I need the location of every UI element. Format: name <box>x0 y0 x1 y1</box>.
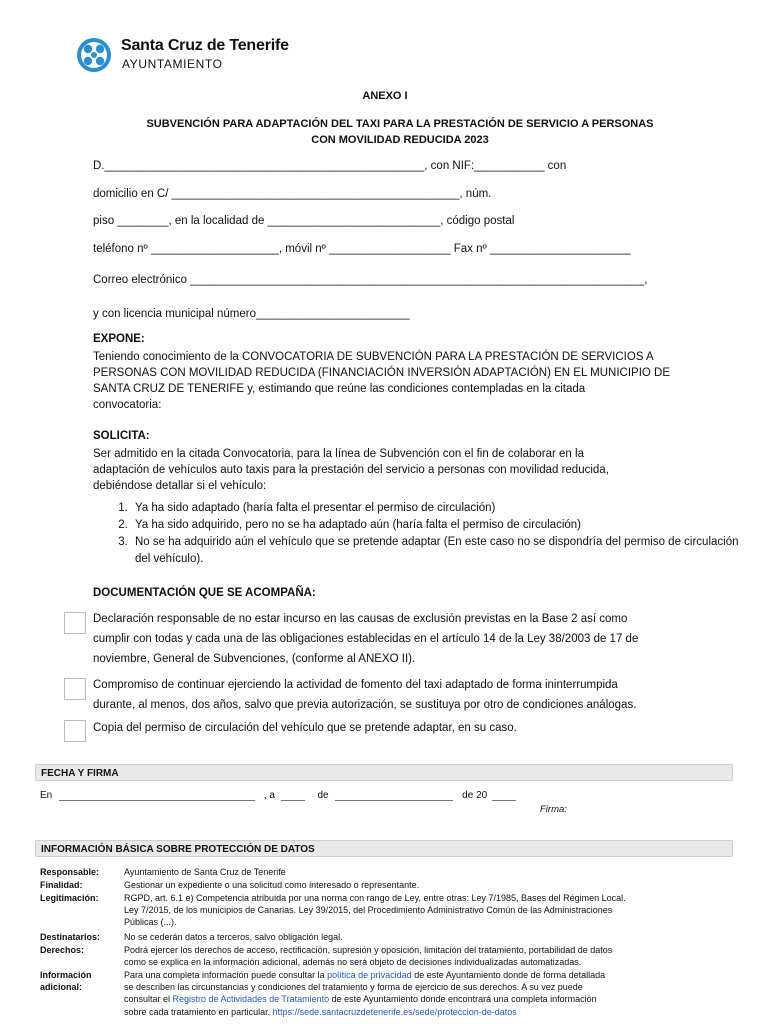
en-label: En <box>40 790 53 801</box>
destinatarios-label: Destinatarios: <box>40 932 101 942</box>
title-line-1: SUBVENCIÓN PARA ADAPTACIÓN DEL TAXI PARA LA PRESTACIÓN DE SERVICIO A PERSONAS <box>146 118 654 130</box>
info-text: de este Ayuntamiento donde de forma detallada <box>411 970 606 980</box>
expone-heading: EXPONE: <box>93 333 145 345</box>
info-label-line: adicional: <box>40 982 83 992</box>
legitimacion-line: Ley 7/2015, de los municipios de Canarias. Ley 39/2015, del Procedimiento Administrativo Común de las Administraciones <box>124 905 613 916</box>
date-place-row <box>40 789 516 801</box>
proteccion-datos-bar: INFORMACIÓN BÁSICA SOBRE PROTECCIÓN DE DATOS <box>35 840 733 857</box>
solicita-line: debiéndose detallar si el vehículo: <box>93 480 267 492</box>
copia-permiso-checkbox[interactable] <box>64 720 86 742</box>
info-line <box>124 969 724 981</box>
legitimacion-value <box>124 892 724 929</box>
expone-text <box>93 349 713 413</box>
compromiso-text <box>93 675 713 715</box>
firma-label: Firma: <box>540 804 567 815</box>
destinatarios-value: No se cederán datos a terceros, salvo obligación legal. <box>124 932 343 942</box>
derechos-line: como se explica en la información adicional, además no será objeto de decisiones individualizadas automatizadas. <box>124 957 582 968</box>
title-line-2: CON MOVILIDAD REDUCIDA 2023 <box>311 134 489 146</box>
info-text: Para una completa información puede consultar la <box>124 970 328 980</box>
solicita-text <box>93 446 713 494</box>
info-text: sobre cada tratamiento en particular. <box>124 1006 273 1017</box>
floor-locality-line[interactable]: piso ________, en la localidad de ___________________________, código postal <box>93 215 515 227</box>
expone-line: convocatoria: <box>93 399 162 411</box>
derechos-line: Podrá ejercer los derechos de acceso, rectificación, supresión y oposición, limitación del tratamiento, portabilidad de datos <box>124 945 613 955</box>
compromiso-checkbox[interactable] <box>64 678 86 700</box>
info-label-line: Información <box>40 970 92 980</box>
responsable-label: Responsable: <box>40 867 100 877</box>
registro-actividades-link[interactable]: Registro de Actividades de Tratamiento <box>172 994 330 1005</box>
declaracion-text <box>93 609 713 669</box>
santa-cruz-logo-icon <box>76 35 112 75</box>
document-title <box>100 116 700 148</box>
expone-line: SANTA CRUZ DE TENERIFE y, estimando que reúne las condiciones contempladas en la citada <box>93 383 586 395</box>
list-item: 3. No se ha adquirido aún el vehículo que se pretende adaptar (En este caso no se dispondría del permiso de circulación del vehículo). <box>131 534 741 568</box>
proteccion-datos-url-link[interactable]: https://sede.santacruzdetenerife.es/sede/proteccion-de-datos <box>272 1006 517 1017</box>
vehicle-status-list <box>93 500 741 568</box>
derechos-value <box>124 944 724 968</box>
copia-permiso-text: Copia del permiso de circulación del vehículo que se pretende adaptar, en su caso. <box>93 722 517 734</box>
license-line[interactable]: y con licencia municipal número________________________ <box>93 308 410 320</box>
derechos-label: Derechos: <box>40 945 85 955</box>
org-subtitle: AYUNTAMIENTO <box>122 57 223 71</box>
legitimacion-line: Públicas (...). <box>124 917 177 928</box>
doc-line: durante, al menos, dos años, salvo que previa autorización, se sustituya por otro de condiciones análogas. <box>93 699 637 711</box>
finalidad-label: Finalidad: <box>40 880 83 890</box>
a-label: , a <box>263 790 275 801</box>
documentacion-heading: DOCUMENTACIÓN QUE SE ACOMPAÑA: <box>93 587 316 599</box>
legitimacion-line: RGPD, art. 6.1 e) Competencia atribuida por una norma con rango de Ley, entre otras: Ley 7/1985, Bases del Régimen Local. <box>124 893 626 903</box>
finalidad-value: Gestionar un expediente o una solicitud como interesado o representante. <box>124 880 420 890</box>
info-line <box>124 993 724 1005</box>
email-line[interactable]: Correo electrónico _______________________________________________________________________, <box>93 274 648 286</box>
day-field[interactable] <box>281 789 305 801</box>
info-text: de este Ayuntamiento donde encontrará una completa información <box>329 994 597 1005</box>
info-adicional-value <box>124 969 724 1018</box>
solicita-line: adaptación de vehículos auto taxis para la prestación del servicio a personas con movilidad reducida, <box>93 464 609 476</box>
month-field[interactable] <box>335 789 453 801</box>
annex-title: ANEXO I <box>362 90 408 102</box>
info-text: consultar el <box>124 994 173 1005</box>
applicant-name-nif-line[interactable]: D.__________________________________________________, con NIF:___________ con <box>93 160 567 172</box>
list-item: 2. Ya ha sido adquirido, pero no se ha adaptado aún (haría falta el permiso de circulación) <box>131 517 741 534</box>
solicita-line: Ser admitido en la citada Convocatoria, para la línea de Subvención con el fin de colaborar en la <box>93 448 584 460</box>
expone-line: Teniendo conocimiento de la CONVOCATORIA DE SUBVENCIÓN PARA LA PRESTACIÓN DE SERVICIOS A <box>93 351 654 363</box>
address-line[interactable]: domicilio en C/ _____________________________________________, núm. <box>93 188 492 200</box>
de20-label: de 20 <box>462 790 488 801</box>
phone-line[interactable]: teléfono nº ____________________, móvil nº ___________________ Fax nº ______________________ <box>93 243 631 255</box>
info-line: se describen las circunstancias y condiciones del tratamiento y forma de ejercicio de sus derechos. A su vez puede <box>124 982 583 993</box>
legitimacion-label: Legitimación: <box>40 893 99 903</box>
declaracion-checkbox[interactable] <box>64 612 86 634</box>
doc-line: Declaración responsable de no estar incurso en las causas de exclusión previstas en la Base 2 así como <box>93 613 628 625</box>
info-line <box>124 1006 724 1018</box>
doc-line: Compromiso de continuar ejerciendo la actividad de fomento del taxi adaptado de forma ininterrumpida <box>93 679 618 691</box>
solicita-heading: SOLICITA: <box>93 430 150 442</box>
list-item: 1. Ya ha sido adaptado (haría falta el presentar el permiso de circulación) <box>131 500 741 517</box>
de-label: de <box>317 790 329 801</box>
responsable-value: Ayuntamiento de Santa Cruz de Tenerife <box>124 867 286 877</box>
place-field[interactable] <box>59 789 255 801</box>
doc-line: cumplir con todas y cada una de las obligaciones establecidas en el artículo 14 de la Ley 38/2003 de 17 de <box>93 633 639 645</box>
privacy-policy-link[interactable]: política de privacidad <box>327 970 412 980</box>
fecha-firma-bar: FECHA Y FIRMA <box>35 764 733 781</box>
expone-line: PERSONAS CON MOVILIDAD REDUCIDA (FINANCIACIÓN INVERSIÓN ADAPTACIÓN) EN EL MUNICIPIO DE <box>93 367 670 379</box>
org-name: Santa Cruz de Tenerife <box>121 37 289 54</box>
info-adicional-label <box>40 969 92 993</box>
doc-line: noviembre, General de Subvenciones, (conforme al ANEXO II). <box>93 653 416 665</box>
year-field[interactable] <box>492 789 516 801</box>
